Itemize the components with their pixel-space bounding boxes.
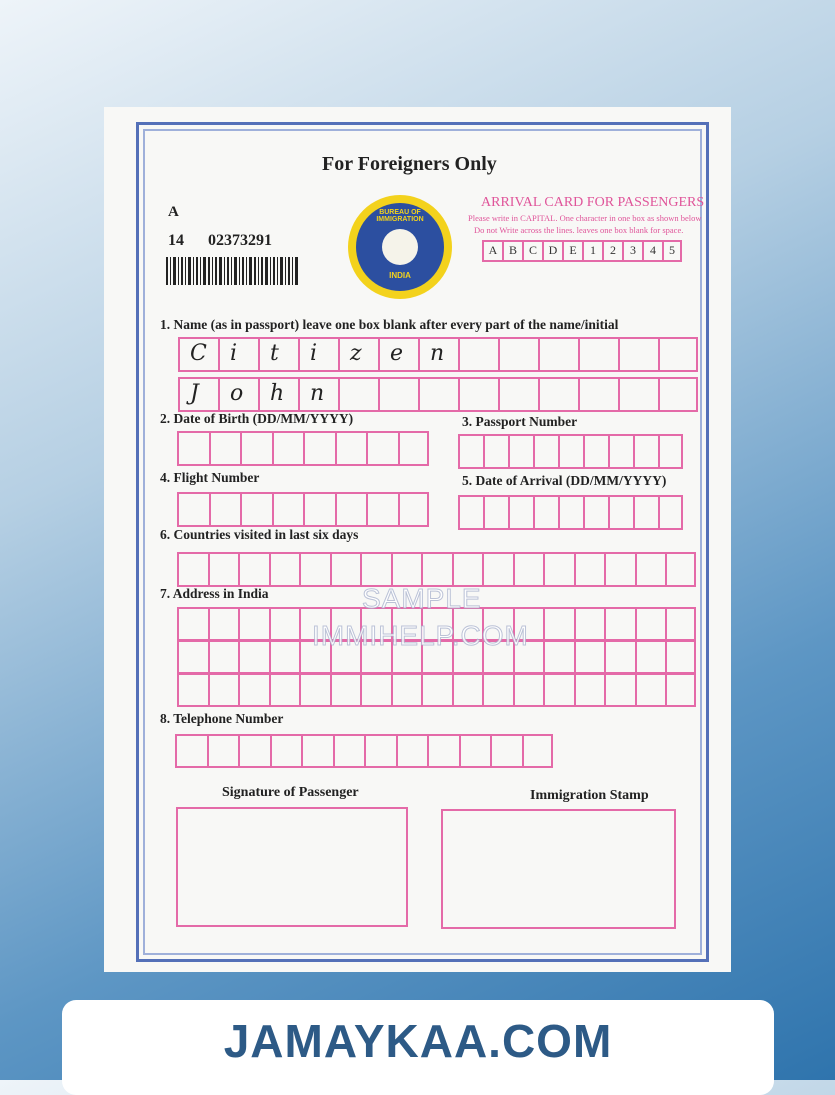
serial-prefix: 14 (168, 232, 184, 249)
countries-boxes[interactable] (177, 552, 696, 587)
char-box (542, 240, 562, 262)
char-box[interactable] (458, 434, 483, 469)
char-box[interactable] (658, 377, 698, 412)
char-box[interactable] (583, 495, 608, 530)
char-box[interactable] (177, 431, 209, 466)
char-box[interactable] (574, 640, 605, 674)
q1-label: 1. Name (as in passport) leave one box blank after every part of the name/initial (160, 317, 619, 332)
char-box[interactable] (665, 552, 696, 587)
box-char: n (310, 381, 325, 406)
char-box[interactable] (665, 673, 696, 707)
char-box[interactable] (459, 734, 491, 768)
char-box[interactable] (498, 377, 538, 412)
char-box[interactable] (604, 673, 635, 707)
char-box[interactable] (366, 431, 398, 466)
series-letter: A (168, 204, 179, 220)
box-char: t (270, 341, 279, 366)
char-box[interactable] (272, 431, 304, 466)
char-box[interactable] (338, 337, 378, 372)
char-box[interactable] (574, 673, 605, 707)
char-box[interactable] (635, 640, 666, 674)
box-char: C (190, 341, 207, 366)
char-box[interactable] (177, 673, 208, 707)
char-box[interactable] (209, 492, 241, 527)
char-box (622, 240, 642, 262)
char-box[interactable] (269, 640, 300, 674)
passport-boxes[interactable] (458, 434, 683, 469)
char-box[interactable] (303, 431, 335, 466)
stamp-label: Immigration Stamp (530, 788, 649, 803)
char-box[interactable] (238, 734, 270, 768)
q8-label: 8. Telephone Number (160, 711, 284, 726)
char-box[interactable] (208, 673, 239, 707)
q3-label: 3. Passport Number (462, 414, 578, 429)
char-box[interactable] (366, 492, 398, 527)
char-box[interactable] (238, 640, 269, 674)
char-box[interactable] (427, 734, 459, 768)
char-box[interactable] (330, 673, 361, 707)
immigration-seal-icon (348, 195, 452, 299)
char-box[interactable] (299, 673, 330, 707)
box-char: 4 (650, 243, 656, 257)
char-box[interactable] (378, 377, 418, 412)
char-box[interactable] (299, 552, 330, 587)
char-box[interactable] (583, 434, 608, 469)
arrival-card-scan (104, 107, 731, 972)
char-box[interactable] (333, 734, 365, 768)
char-box[interactable] (360, 552, 391, 587)
box-char: i (230, 341, 238, 366)
char-box[interactable] (522, 734, 554, 768)
char-box[interactable] (658, 495, 683, 530)
box-char: z (350, 341, 362, 366)
char-box[interactable] (396, 734, 428, 768)
char-box[interactable] (272, 492, 304, 527)
q2-label: 2. Date of Birth (DD/MM/YYYY) (160, 411, 354, 426)
char-box[interactable] (452, 673, 483, 707)
box-char: e (390, 341, 404, 366)
char-box[interactable] (635, 552, 666, 587)
char-box[interactable] (178, 337, 218, 372)
box-char: 5 (669, 243, 675, 257)
instruction-line-1: Please write in CAPITAL. One character in one box as shown below (468, 213, 702, 223)
char-box[interactable] (177, 492, 209, 527)
char-box[interactable] (270, 734, 302, 768)
char-box[interactable] (177, 552, 208, 587)
char-box[interactable] (633, 434, 658, 469)
flight-boxes[interactable] (177, 492, 429, 527)
char-box[interactable] (335, 492, 367, 527)
char-box[interactable] (330, 552, 361, 587)
char-box (582, 240, 602, 262)
char-box[interactable] (558, 495, 583, 530)
char-box[interactable] (543, 607, 574, 641)
char-box[interactable] (269, 673, 300, 707)
char-box[interactable] (421, 673, 452, 707)
stamp-box (441, 809, 676, 929)
arrival-date-boxes[interactable] (458, 495, 683, 530)
box-char: B (508, 243, 517, 257)
char-box[interactable] (398, 492, 430, 527)
char-box[interactable] (240, 492, 272, 527)
char-box[interactable] (658, 337, 698, 372)
char-box[interactable] (458, 337, 498, 372)
char-box[interactable] (208, 640, 239, 674)
char-box[interactable] (208, 552, 239, 587)
serial-number: 02373291 (208, 232, 272, 249)
char-box[interactable] (218, 337, 258, 372)
char-box[interactable] (301, 734, 333, 768)
char-box[interactable] (177, 640, 208, 674)
brand-text: JAMAYKAA.COM (223, 1015, 613, 1067)
example-char-boxes (482, 240, 682, 262)
char-box[interactable] (633, 495, 658, 530)
address-row-3-boxes[interactable] (177, 673, 696, 707)
box-char: n (430, 341, 445, 366)
char-box[interactable] (175, 734, 207, 768)
char-box[interactable] (360, 673, 391, 707)
form-header: For Foreigners Only (322, 153, 497, 175)
char-box[interactable] (452, 552, 483, 587)
q4-label: 4. Flight Number (160, 470, 260, 485)
barcode-icon (166, 257, 300, 285)
telephone-boxes[interactable] (175, 734, 553, 768)
char-box[interactable] (458, 377, 498, 412)
char-box[interactable] (574, 607, 605, 641)
char-box (522, 240, 542, 262)
char-box[interactable] (258, 337, 298, 372)
char-box[interactable] (421, 552, 452, 587)
char-box[interactable] (558, 434, 583, 469)
char-box[interactable] (665, 640, 696, 674)
char-box[interactable] (543, 673, 574, 707)
char-box[interactable] (482, 552, 513, 587)
char-box[interactable] (364, 734, 396, 768)
char-box[interactable] (418, 377, 458, 412)
char-box[interactable] (258, 377, 298, 412)
dob-boxes[interactable] (177, 431, 429, 466)
seal-text: BUREAU OF IMMIGRATION (376, 209, 424, 223)
char-box[interactable] (240, 431, 272, 466)
char-box[interactable] (635, 673, 666, 707)
signature-label: Signature of Passenger (222, 785, 359, 800)
char-box[interactable] (207, 734, 239, 768)
char-box[interactable] (533, 434, 558, 469)
char-box[interactable] (508, 495, 533, 530)
char-box[interactable] (298, 377, 338, 412)
char-box[interactable] (513, 673, 544, 707)
card-title: ARRIVAL CARD FOR PASSENGERS (481, 195, 705, 210)
signature-box[interactable] (176, 807, 408, 927)
char-box[interactable] (665, 607, 696, 641)
char-box (602, 240, 622, 262)
char-box (662, 240, 682, 262)
char-box[interactable] (538, 337, 578, 372)
char-box[interactable] (618, 377, 658, 412)
char-box[interactable] (533, 495, 558, 530)
box-char: 3 (630, 243, 636, 257)
name-line-2-boxes[interactable] (178, 377, 698, 412)
seal-country: INDIA (389, 271, 411, 280)
instruction-line-2: Do not Write across the lines. leaves one box blank for space. (474, 225, 684, 235)
char-box[interactable] (378, 337, 418, 372)
char-box[interactable] (418, 337, 458, 372)
char-box[interactable] (578, 377, 618, 412)
char-box[interactable] (635, 607, 666, 641)
char-box[interactable] (209, 431, 241, 466)
char-box (562, 240, 582, 262)
char-box[interactable] (391, 673, 422, 707)
char-box[interactable] (482, 673, 513, 707)
char-box[interactable] (238, 607, 269, 641)
name-line-1-boxes[interactable] (178, 337, 698, 372)
char-box[interactable] (208, 607, 239, 641)
char-box[interactable] (391, 552, 422, 587)
char-box[interactable] (177, 607, 208, 641)
box-char: i (310, 341, 318, 366)
char-box (642, 240, 662, 262)
box-char: E (569, 243, 577, 257)
char-box[interactable] (458, 495, 483, 530)
char-box[interactable] (658, 434, 683, 469)
char-box[interactable] (269, 607, 300, 641)
q6-label: 6. Countries visited in last six days (160, 527, 359, 542)
char-box[interactable] (508, 434, 533, 469)
box-char: D (548, 243, 558, 257)
char-box[interactable] (574, 552, 605, 587)
box-char: h (270, 381, 285, 406)
box-char: J (190, 381, 199, 406)
char-box[interactable] (238, 552, 269, 587)
char-box[interactable] (543, 552, 574, 587)
box-char: 2 (610, 243, 616, 257)
char-box[interactable] (604, 640, 635, 674)
char-box[interactable] (178, 377, 218, 412)
box-char: o (230, 381, 244, 406)
box-char: C (528, 243, 537, 257)
box-char: 1 (590, 243, 596, 257)
char-box[interactable] (483, 495, 508, 530)
q7-label: 7. Address in India (160, 586, 269, 601)
char-box[interactable] (335, 431, 367, 466)
char-box[interactable] (578, 337, 618, 372)
char-box[interactable] (618, 337, 658, 372)
watermark-sample: SAMPLE (362, 583, 482, 614)
char-box[interactable] (269, 552, 300, 587)
q5-label: 5. Date of Arrival (DD/MM/YYYY) (462, 473, 667, 488)
char-box (482, 240, 502, 262)
char-box[interactable] (604, 552, 635, 587)
char-box[interactable] (218, 377, 258, 412)
char-box[interactable] (608, 495, 633, 530)
char-box[interactable] (543, 640, 574, 674)
char-box[interactable] (338, 377, 378, 412)
box-char: A (488, 243, 498, 257)
char-box[interactable] (608, 434, 633, 469)
char-box[interactable] (538, 377, 578, 412)
char-box[interactable] (303, 492, 335, 527)
watermark-site: IMMIHELP.COM (312, 620, 529, 651)
char-box (502, 240, 522, 262)
brand-footer (62, 1000, 774, 1095)
char-box[interactable] (490, 734, 522, 768)
char-box[interactable] (604, 607, 635, 641)
char-box[interactable] (483, 434, 508, 469)
char-box[interactable] (513, 552, 544, 587)
char-box[interactable] (298, 337, 338, 372)
char-box[interactable] (498, 337, 538, 372)
char-box[interactable] (398, 431, 430, 466)
char-box[interactable] (238, 673, 269, 707)
